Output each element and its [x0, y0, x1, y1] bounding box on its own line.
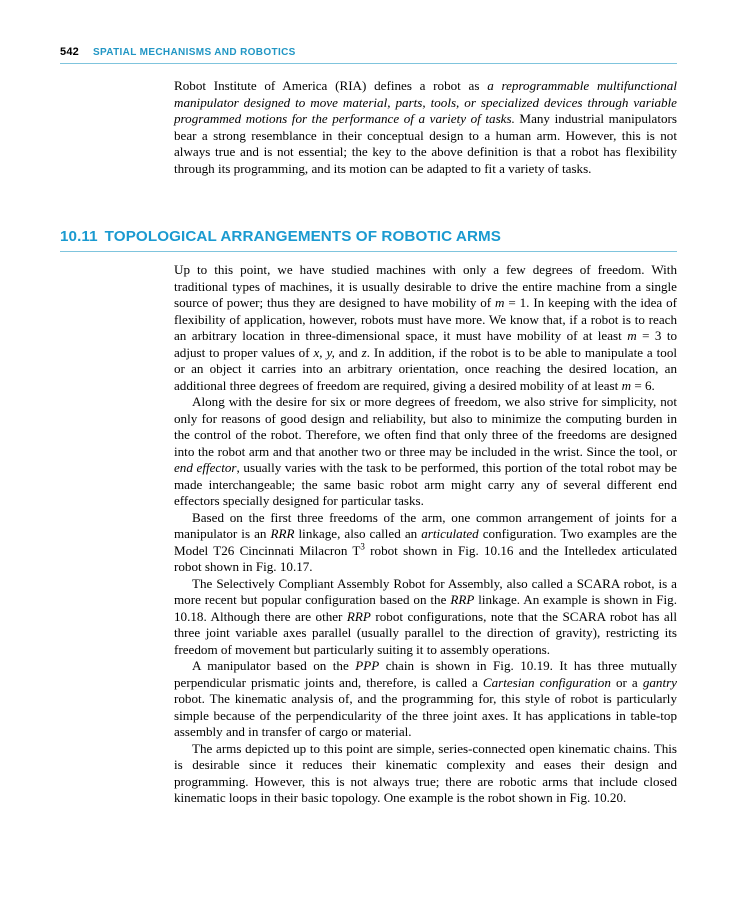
- section-title: TOPOLOGICAL ARRANGEMENTS OF ROBOTIC ARMS: [104, 228, 502, 245]
- intro-lead: Robot Institute of America (RIA) defines a robot as: [174, 78, 488, 93]
- p5-d: Cartesian configuration: [482, 674, 611, 690]
- p1-d: m: [627, 328, 637, 343]
- p4-a: The Selectively Compliant Assembly Robot for Assembly, also called a SCARA robot, is a more recent but popular configuration based on the: [174, 575, 677, 607]
- intro-block: [174, 78, 677, 177]
- p2-b: end effector: [174, 460, 237, 475]
- p3-e: configuration. Two examples are the Model T26 Cincinnati Milacron T: [174, 526, 677, 558]
- p5-c: chain is shown in Fig. 10.19. It has three mutually perpendicular prismatic joints and, therefore, is called a: [174, 658, 677, 690]
- page-number: 542: [60, 46, 79, 58]
- p1-k: = 6.: [631, 377, 655, 393]
- p1-g: and: [334, 344, 362, 360]
- section-number: 10.11: [60, 228, 98, 245]
- p1-f: x, y,: [313, 344, 335, 360]
- p2-a: Along with the desire for six or more degrees of freedom, we also strive for simplicity, not only for reasons of good design and reliability, but also to minimize the computing burden in the control of the robot. Therefore, we often find that only three of the freedoms are designed into the robot arm and that another two or three may be included in the wrist. Since the tool, or: [174, 394, 677, 459]
- p1-h: z: [361, 344, 367, 360]
- p3-superscript: 3: [360, 541, 365, 552]
- p3-a: Based on the first three freedoms of the arm, one common arrangement of joints for a manipulator is an: [174, 509, 677, 541]
- p3-f: robot shown in Fig. 10.16 and the Intelledex articulated robot shown in Fig. 10.17.: [174, 542, 677, 574]
- p5-a: A manipulator based on the: [192, 658, 356, 673]
- p1-i: . In addition, if the robot is to be able to manipulate a tool or an object it carries into an arbitrary orientation, once reaching the desired location, an additional three degrees of freedom are required, giving a desired mobility of at least: [174, 344, 678, 393]
- intro-definition: a reprogrammable multifunctional manipulator designed to move material, parts, tools, or specialized devices through variable programmed motions for the performance of a variety of tasks.: [174, 78, 677, 126]
- intro-tail: Many industrial manipulators bear a strong resemblance in their conceptual design to a human arm. However, this is not always true and is not essential; the key to the above definition is that a robot has flexibility through its programming, and its motion can be adapted to fit a variety of tasks.: [174, 111, 677, 176]
- paragraph-2: [174, 394, 677, 510]
- paragraph-4: [174, 576, 677, 659]
- p1-a: Up to this point, we have studied machines with only a few degrees of freedom. With traditional types of machines, it is usually desirable to drive the entire machine from a single source of power; thus they are designed to have mobility of: [174, 262, 677, 310]
- p3-b: RRR: [270, 526, 295, 541]
- p5-e: or a: [610, 674, 643, 690]
- running-head-title: SPATIAL MECHANISMS AND ROBOTICS: [92, 47, 296, 58]
- p1-e: = 3 to adjust to proper values of: [174, 328, 677, 360]
- p4-c: linkage. An example is shown in Fig. 10.18. Although there are other: [174, 592, 677, 624]
- p4-e: robot configurations, note that the SCARA robot has all three joint variable axes parallel (usually parallel to the direction of gravity), restricting its freedom of movement but particularly suiting it to assembly operations.: [174, 608, 677, 657]
- p4-d: RRP: [346, 608, 371, 624]
- p3-c: linkage, also called an: [294, 526, 422, 541]
- paragraph-5: [174, 658, 677, 741]
- header-rule: [60, 63, 677, 64]
- paragraph-1: [174, 262, 677, 394]
- p3-d: articulated: [421, 526, 479, 541]
- p1-c: = 1. In keeping with the idea of flexibility of application, however, robots must have more. We know that, if a robot is to reach an arbitrary location in three-dimensional space, it must have mobility of at least: [174, 295, 677, 343]
- p5-g: robot. The kinematic analysis of, and the programming for, this style of robot is particularly simple because of the perpendicularity of the three joint axes. It has applications in table-top assembly and in transfer of cargo or material.: [174, 691, 677, 739]
- running-head: [60, 46, 677, 58]
- section-rule: [60, 251, 677, 252]
- body-block: [174, 262, 677, 807]
- p2-c: , usually varies with the task to be performed, this portion of the total robot may be made interchangeable; the same basic robot arm might carry any of several different end effectors specially designed for particular tasks.: [174, 460, 677, 508]
- p1-j: m: [621, 377, 632, 393]
- section-heading: [60, 228, 677, 246]
- intro-paragraph: [174, 78, 677, 177]
- p5-b: PPP: [355, 658, 380, 673]
- p4-b: RRP: [450, 592, 475, 607]
- paragraph-3: [174, 510, 677, 576]
- p6-a: The arms depicted up to this point are simple, series-connected open kinematic chains. This is desirable since it reduces their kinematic complexity and eases their design and programming. However, this is not always true; there are robotic arms that include closed kinematic loops in their basic topology. One example is the robot shown in Fig. 10.20.: [174, 740, 677, 805]
- p5-f: gantry: [642, 674, 677, 690]
- p1-b: m: [495, 295, 505, 310]
- paragraph-6: [174, 741, 677, 807]
